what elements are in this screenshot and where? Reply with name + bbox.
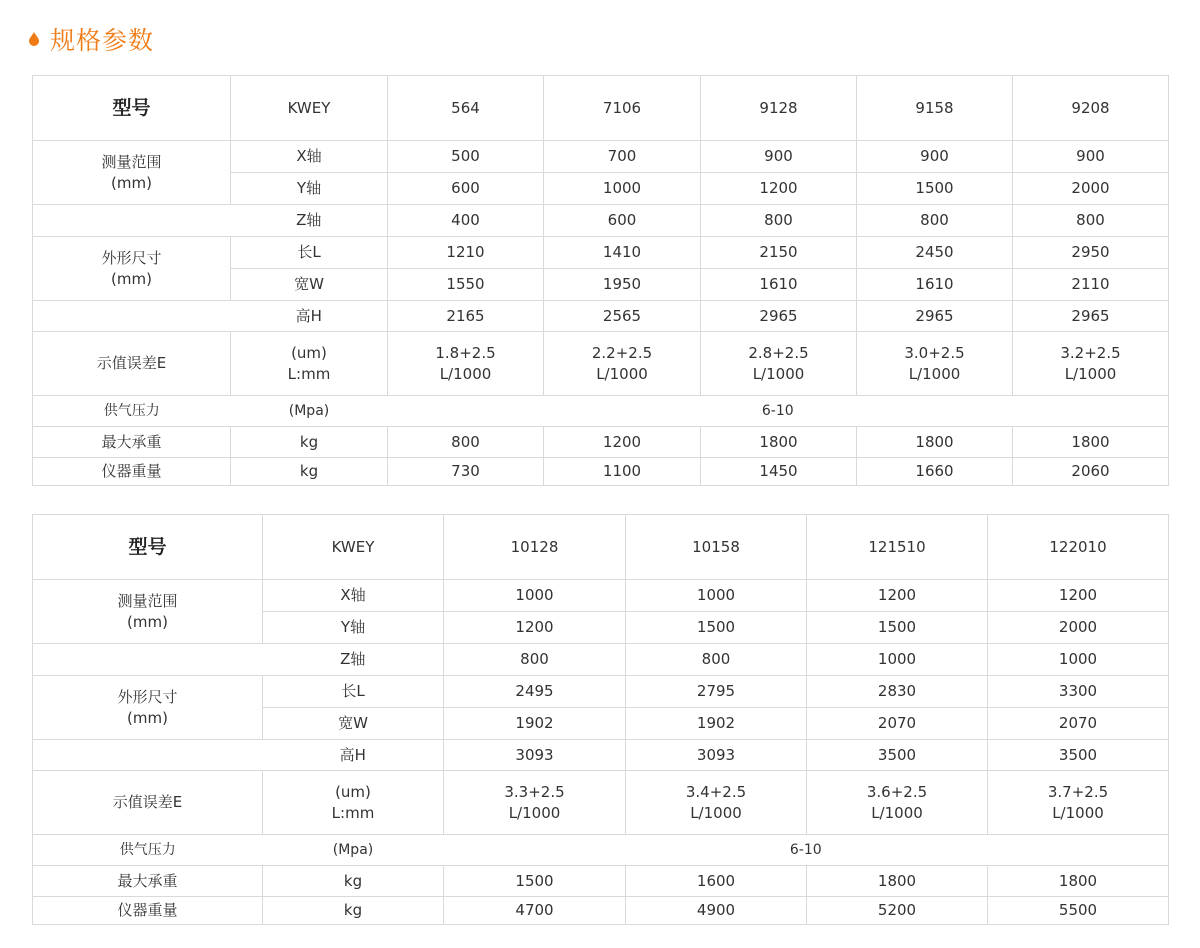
table-row-x [33,580,1169,612]
table-row-z [33,644,1169,676]
height-value: 3093 [444,740,626,771]
measure-range-title: 测量范围 [101,152,162,171]
max-load-value: 1600 [626,866,807,897]
empty-cell [33,644,263,676]
axis-label: X轴 [231,141,388,173]
error-value-line1: 3.6+2.5 [866,782,928,801]
error-value [388,332,544,396]
error-value-line2: L/1000 [596,364,648,383]
z-axis-value: 600 [544,205,701,237]
width-value: 1610 [701,269,857,301]
x-axis-value: 500 [388,141,544,173]
y-axis-value: 600 [388,173,544,205]
height-value: 2165 [388,301,544,332]
measure-range-label [33,141,231,205]
y-axis-value: 2000 [1013,173,1169,205]
header-row [33,76,1169,141]
table-row-length [33,676,1169,708]
table-row-length [33,237,1169,269]
weight-value: 1450 [701,458,857,486]
width-value: 1550 [388,269,544,301]
axis-label: Y轴 [263,612,444,644]
header-row [33,515,1169,580]
model-name: 9208 [1013,76,1169,141]
height-value: 3500 [807,740,988,771]
x-axis-value: 1000 [444,580,626,612]
error-label: 示值误差E [33,332,231,396]
measure-range-label [33,580,263,644]
dimensions-label [33,676,263,740]
height-value: 2965 [701,301,857,332]
error-value-line1: 1.8+2.5 [435,343,496,362]
error-value-line1: 3.7+2.5 [1047,782,1109,801]
x-axis-value: 700 [544,141,701,173]
error-value-line2: L/1000 [752,364,805,383]
table-row-error [33,771,1169,835]
error-value-line1: 3.2+2.5 [1060,343,1121,362]
pressure-value: 6-10 [444,835,1169,866]
z-axis-value: 800 [626,644,807,676]
measure-range-title: 测量范围 [117,591,178,610]
table-row-height [33,740,1169,771]
table-row-z [33,205,1169,237]
width-value: 1610 [857,269,1013,301]
max-load-value: 1800 [701,427,857,458]
pressure-label: 供气压力 [33,396,231,427]
error-value [444,771,626,835]
error-unit-line2: L:mm [287,364,331,383]
x-axis-value: 1000 [626,580,807,612]
brand-cell: KWEY [231,76,388,141]
error-value-line2: L/1000 [690,803,742,822]
table-row-max-load [33,866,1169,897]
z-axis-value: 800 [1013,205,1169,237]
empty-cell [33,301,231,332]
x-axis-value: 900 [857,141,1013,173]
section-title-text: 规格参数 [50,26,155,55]
width-value: 1902 [626,708,807,740]
weight-label: 仪器重量 [33,897,263,925]
error-value [857,332,1013,396]
z-axis-value: 1000 [807,644,988,676]
error-value-line2: L/1000 [871,803,923,822]
error-value-line2: L/1000 [1064,364,1117,383]
error-value-line2: L/1000 [439,364,492,383]
error-value [807,771,988,835]
max-load-value: 1200 [544,427,701,458]
table-row-height [33,301,1169,332]
width-value: 2070 [988,708,1169,740]
x-axis-value: 1200 [807,580,988,612]
dimensions-unit: (mm) [127,708,168,727]
max-load-value: 1800 [988,866,1169,897]
weight-unit: kg [231,458,388,486]
error-value [544,332,701,396]
max-load-unit: kg [263,866,444,897]
length-value: 2450 [857,237,1013,269]
weight-value: 5500 [988,897,1169,925]
dim-label: 宽W [263,708,444,740]
length-value: 2795 [626,676,807,708]
model-name: 121510 [807,515,988,580]
height-value: 2965 [1013,301,1169,332]
max-load-label: 最大承重 [33,427,231,458]
length-value: 2950 [1013,237,1169,269]
error-unit-line1: (um) [335,782,371,801]
table-row-max-load [33,427,1169,458]
error-unit [263,771,444,835]
error-value-line1: 3.4+2.5 [685,782,747,801]
length-value: 3300 [988,676,1169,708]
dim-label: 长L [231,237,388,269]
error-label: 示值误差E [33,771,263,835]
model-name: 564 [388,76,544,141]
weight-unit: kg [263,897,444,925]
model-header-label: 型号 [33,515,263,580]
width-value: 2110 [1013,269,1169,301]
error-unit-line2: L:mm [331,803,375,822]
pressure-unit: (Mpa) [231,396,388,427]
x-axis-value: 900 [701,141,857,173]
length-value: 1410 [544,237,701,269]
model-name: 9128 [701,76,857,141]
y-axis-value: 2000 [988,612,1169,644]
spec-table-2 [32,514,1169,925]
z-axis-value: 800 [701,205,857,237]
table-row-x [33,141,1169,173]
length-value: 1210 [388,237,544,269]
weight-value: 1660 [857,458,1013,486]
error-value-line2: L/1000 [908,364,961,383]
length-value: 2495 [444,676,626,708]
table-row-weight [33,897,1169,925]
z-axis-value: 1000 [988,644,1169,676]
model-name: 10128 [444,515,626,580]
weight-value: 730 [388,458,544,486]
dimensions-title: 外形尺寸 [101,248,162,267]
pressure-value: 6-10 [388,396,1169,427]
height-value: 2565 [544,301,701,332]
weight-value: 4700 [444,897,626,925]
x-axis-value: 1200 [988,580,1169,612]
error-unit-line1: (um) [291,343,327,362]
axis-label: X轴 [263,580,444,612]
error-value [988,771,1169,835]
axis-label: Z轴 [263,644,444,676]
spec-table-1 [32,75,1169,486]
dim-label: 高H [231,301,388,332]
axis-label: Y轴 [231,173,388,205]
error-unit [231,332,388,396]
weight-value: 4900 [626,897,807,925]
max-load-unit: kg [231,427,388,458]
model-name: 7106 [544,76,701,141]
error-value-line1: 3.3+2.5 [504,782,565,801]
error-value-line1: 2.2+2.5 [591,343,653,362]
empty-cell [33,205,231,237]
error-value [626,771,807,835]
max-load-value: 1800 [1013,427,1169,458]
max-load-value: 1500 [444,866,626,897]
height-value: 2965 [857,301,1013,332]
table-row-weight [33,458,1169,486]
brand-cell: KWEY [263,515,444,580]
y-axis-value: 1500 [807,612,988,644]
model-name: 9158 [857,76,1013,141]
measure-range-unit: (mm) [111,173,152,192]
section-title [28,22,154,56]
dimensions-title: 外形尺寸 [117,687,178,706]
max-load-label: 最大承重 [33,866,263,897]
length-value: 2830 [807,676,988,708]
max-load-value: 1800 [857,427,1013,458]
weight-value: 5200 [807,897,988,925]
weight-value: 2060 [1013,458,1169,486]
error-value-line1: 2.8+2.5 [748,343,809,362]
width-value: 2070 [807,708,988,740]
model-header-label: 型号 [33,76,231,141]
dim-label: 宽W [231,269,388,301]
table-row-pressure [33,835,1169,866]
max-load-value: 1800 [807,866,988,897]
y-axis-value: 1000 [544,173,701,205]
error-value-line2: L/1000 [1052,803,1104,822]
measure-range-unit: (mm) [127,612,168,631]
error-value-line1: 3.0+2.5 [904,343,965,362]
weight-label: 仪器重量 [33,458,231,486]
width-value: 1950 [544,269,701,301]
dimensions-unit: (mm) [111,269,152,288]
z-axis-value: 400 [388,205,544,237]
error-value [701,332,857,396]
model-name: 122010 [988,515,1169,580]
axis-label: Z轴 [231,205,388,237]
max-load-value: 800 [388,427,544,458]
model-name: 10158 [626,515,807,580]
error-value-line2: L/1000 [508,803,561,822]
height-value: 3500 [988,740,1169,771]
error-value [1013,332,1169,396]
table-row-pressure [33,396,1169,427]
length-value: 2150 [701,237,857,269]
z-axis-value: 800 [857,205,1013,237]
dim-label: 高H [263,740,444,771]
table-row-error [33,332,1169,396]
weight-value: 1100 [544,458,701,486]
z-axis-value: 800 [444,644,626,676]
pressure-label: 供气压力 [33,835,263,866]
dim-label: 长L [263,676,444,708]
x-axis-value: 900 [1013,141,1169,173]
pressure-unit: (Mpa) [263,835,444,866]
width-value: 1902 [444,708,626,740]
height-value: 3093 [626,740,807,771]
y-axis-value: 1200 [701,173,857,205]
y-axis-value: 1200 [444,612,626,644]
droplet-icon [28,32,40,46]
dimensions-label [33,237,231,301]
y-axis-value: 1500 [857,173,1013,205]
empty-cell [33,740,263,771]
y-axis-value: 1500 [626,612,807,644]
